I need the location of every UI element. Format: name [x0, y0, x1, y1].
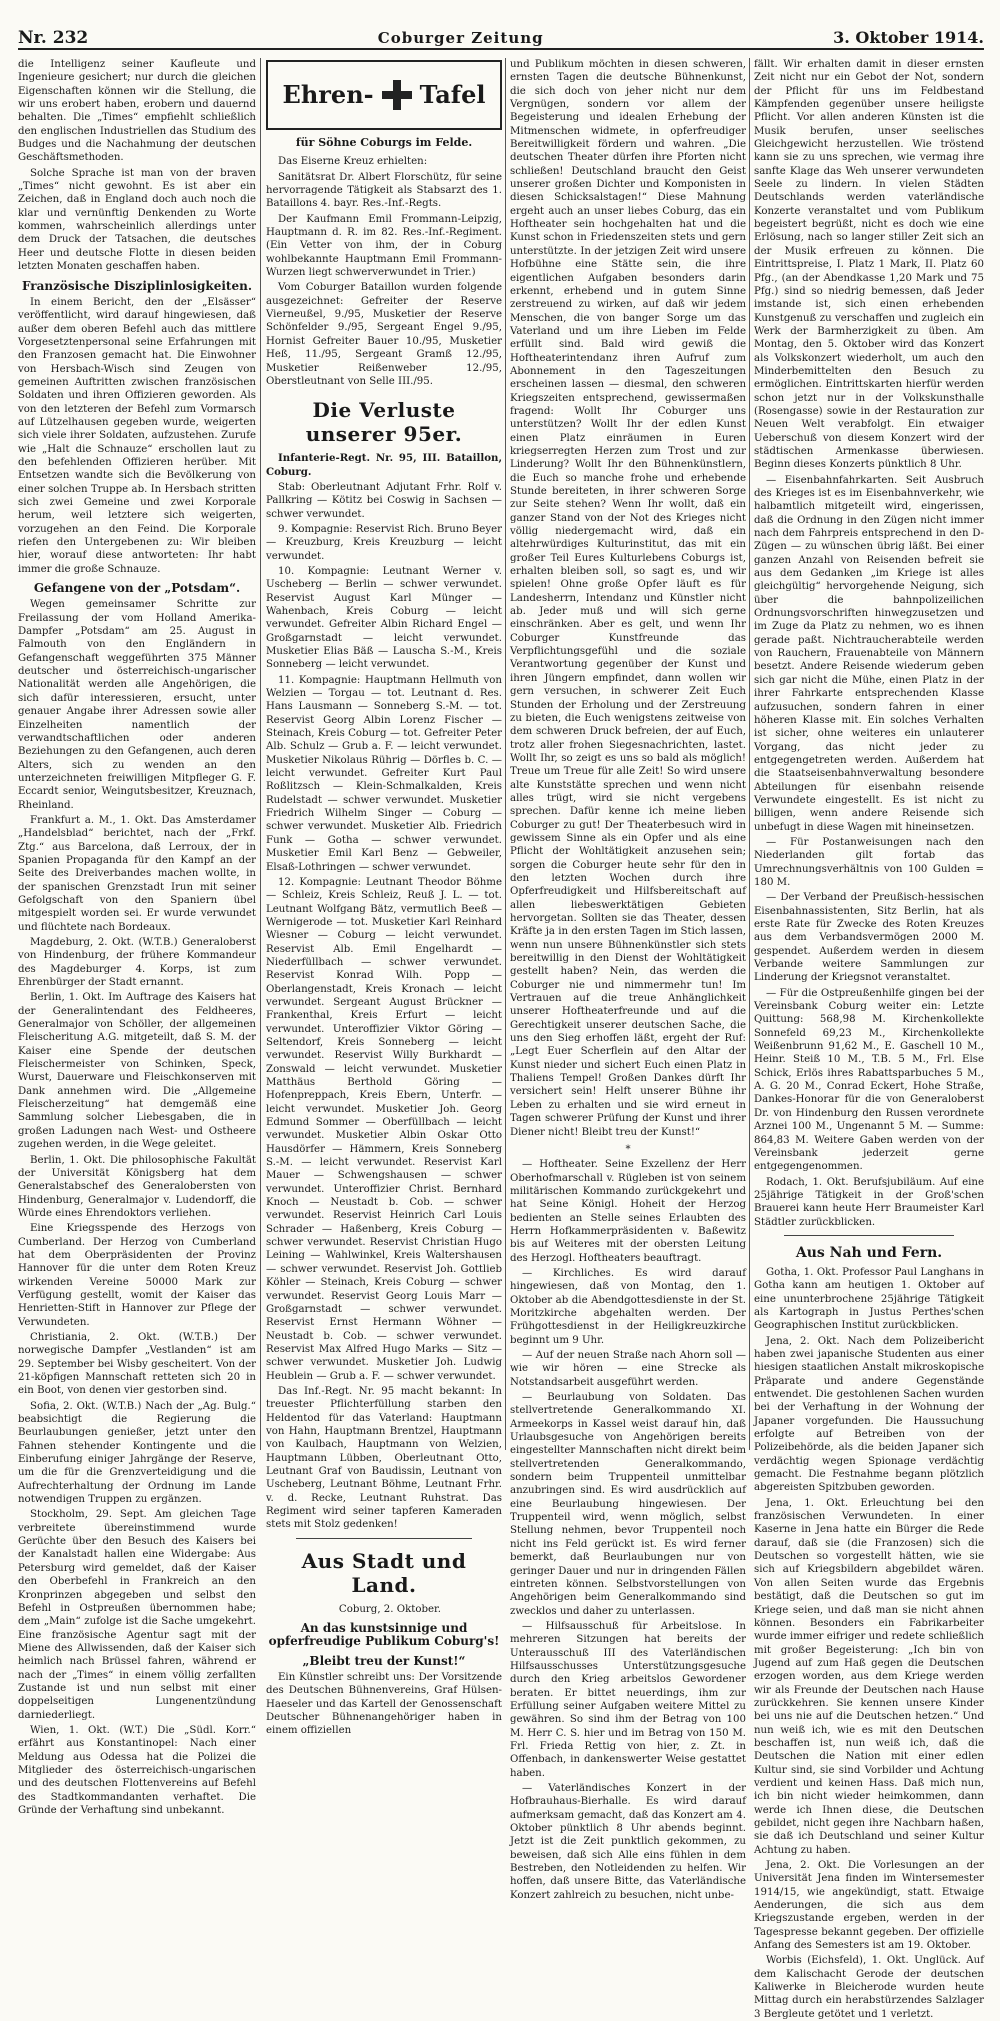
section-heading: Französische Disziplinlosigkeiten. — [21, 278, 253, 293]
issue-date: 3. Oktober 1914. — [833, 28, 984, 47]
local-news: — Auf der neuen Straße nach Ahorn soll — wie wir hören — eine Strecke als Notstandsarbeit ausgeführt werden. — [510, 1350, 746, 1388]
news-item: Jena, 2. Okt. Nach dem Polizeibericht haben zwei japanische Studenten aus einer hiesigen staatlichen Anstalt mikroskopische Präparate und andere Gegenstände entwendet. Die gestohlenen Sachen wurden bei der Verhaftung in der Wohnung der Japaner vorgefunden. Die Haussuchung erfolgte auf Betreiben von der Polizeibehörde, als die beiden Japaner sich verdächtig wegen Spionage verdächtig gemacht. Die Festnahme begann plötzlich abgereisten Spitzbuben geworden. — [754, 1335, 984, 1494]
news-item: Frankfurt a. M., 1. Okt. Das Amsterdamer „Handelsblad“ berichtet, nach der „Frkf. Ztg.“ aus Barcelona, daß Lerroux, der in Spanien Propaganda für den Kampf an der Seite des Dreiverbandes machen wollte, in der spanischen Grenzstadt Irun mit seiner Gefolgschaft von den Spaniern übel mitgespielt worden sei. Er wurde verwundet und flüchtete nach Bordeaux. — [18, 814, 256, 933]
dateline: Coburg, 2. Oktober. — [338, 1603, 442, 1615]
divider — [784, 1235, 954, 1236]
news-item: Worbis (Eichsfeld), 1. Okt. Unglück. Auf dem Kalischacht Gerode der deutschen Kaliwerke in Bleicherode wurden heute Mittag durch ein herabstürzendes Salzlager 3 Bergleute getötet und 1 verletzt. — [754, 1955, 984, 2020]
casualty-list: 12. Kompagnie: Leutnant Theodor Böhme — Schleiz, Kreis Schleiz, Reuß J. L. — tot. Leutnant Wolfgang Bätz, vermutlich Beeß — Wernigerode — tot. Musketier Karl Reinhard Wiesner — Coburg — leicht verwundet. Reservist Alb. Emil Engelhardt — Niederfüllbach — schwer verwundet. Reservist Konrad Wilh. Popp — Oberlangenstadt, Kreis Kronach — leicht verwundet. Sergeant August Brückner — Frankenthal, Kreis Erfurt — leicht verwundet. Unteroffizier Viktor Göring — Seltendorf, Kreis Sonneberg — leicht verwundet. Reservist Willy Burkhardt — Zonswald — leicht verwundet. Musketier Matthäus Berthold Göring — Hofenpreppach, Kreis Ebern, Unterfr. — leicht verwundet. Musketier Joh. Georg Edmund Sommer — Oberfüllbach — leicht verwundet. Musketier Albin Oskar Otto Hausdörfer — Hämmern, Kreis Sonneberg S.-M. — leicht verwundet. Reservist Karl Mauer — Schwengshausen — schwer verwundet. Unteroffizier Christ. Bernhard Knoch — Neustadt b. Cob. — schwer verwundet. Reservist Heinrich Carl Louis Schrader — Haßenberg, Kreis Coburg — schwer verwundet. Reservist Christian Hugo Leining — Wahlwinkel, Kreis Waltershausen — schwer verwundet. Reservist Joh. Gottlieb Köhler — Steinach, Kreis Coburg — schwer verwundet. Reservist Georg Louis Marr — Großgarnstadt — schwer verwundet. Reservist Ernst Hermann Wöhner — Neustadt b. Cob. — schwer verwundet. Reservist Max Alfred Hugo Marks — Sitz — schwer verwundet. Musketier Joh. Ludwig Heublein — Grub a. F. — schwer verwundet. — [266, 876, 502, 1382]
news-item: Gotha, 1. Okt. Professor Paul Langhans in Gotha kann am heutigen 1. Oktober auf eine ununterbrochene 25jährige Tätigkeit als Kartograph in Justus Perthes'schen Geographischen Institut zurückblicken. — [754, 1266, 984, 1332]
news-item: Stockholm, 29. Sept. Am gleichen Tage verbreitete übereinstimmend wurde Gerüchte über den Besuch des Kaisers bei der Kanalstadt hallen eine Widergabe: Aus Petersburg wird gemeldet, daß der Kaiser den Oberbefehl in Frankreich an den Kronprinzen abgegeben und selbst den Befehl in Ostpreußen übernommen habe; dem „Main“ zufolge ist die Sache umgekehrt. Eine französische Agentur sagt mit der Miene des Allwissenden, daß der Kaiser sich heimlich nach Brüssel fahren, während er nach der „Times“ in einem völlig zerfallten Zustande ist und nun selbst mit einer doppelseitigen Lungenentzündung darniederliegt. — [18, 1509, 256, 1721]
article-paragraph: fällt. Wir erhalten damit in dieser ernsten Zeit nicht nur ein Gebot der Not, sondern der Pflicht für uns im Feldbestand Kämpfenden gegenüber unsere heiligste Pflicht. Vor allen anderen Künsten ist die Musik berufen, unser seelisches Gleichgewicht herzustellen. Wie tröstend kann sie zu uns sprechen, wie vermag ihre sanfte Klage das Weh unserer verwundeten Seele zu lindern. In vielen Städten Deutschlands werden vaterländische Konzerte veranstaltet und vom Publikum begeistert begrüßt, nicht es doch wie eine Erlösung, nach so langer stiller Zeit sich an der Musik erfreuen zu können. Die Eintrittspreise, I. Platz 1 Mark, II. Platz 60 Pfg., (an der Abendkasse 1,20 Mark und 75 Pfg.) sind so niedrig bemessen, daß Jeder imstande ist, sich einen erhebenden Kunstgenuß zu verschaffen und zugleich ein Werk der Barmherzigkeit zu üben. Am Montag, den 5. Oktober wird das Konzert als Volkskonzert wiederholt, um auch den Minderbemittelten den Besuch zu ermöglichen. Eintrittskarten hierfür werden schon jetzt nur in der Volkskunsthalle (Rosengasse) sowie in der Restauration zur Neuen Welt verabfolgt. Ein etwaiger Ueberschuß von diesem Konzert wird der städtischen Armenkasse überwiesen. Beginn dieses Konzerts pünktlich 8 Uhr. — [754, 59, 984, 471]
news-item: Eine Kriegsspende des Herzogs von Cumberland. Der Herzog von Cumberland hat dem Oberpräsidenten der Provinz Hannover für die unter dem Roten Kreuz wirkenden Vereine 50000 Mark zur Verfügung gestellt, womit der Kaiser das Henrietten-Stift in Hannover zur Pflege der Verwundeten. — [18, 1223, 256, 1328]
article-paragraph: Wegen gemeinsamer Schritte zur Freilassung der vom Holland Amerika-Dampfer „Potsdam“ am 25. August in Falmouth von den Engländern in Gefangenschaft weggeführten 375 Männer deutscher und österreichisch-ungarischer Nationalität werden alle Angehörigen, die sich dafür interessieren, ersucht, unter genauer Angabe ihrer Adressen sowie aller Einzelheiten namentlich der verwandtschaftlichen oder anderen Beziehungen zu den Gefangenen, auch deren Alters, sich zu wenden an den unterzeichneten freiwilligen Mitpfleger G. F. Eccardt senior, Weingutsbesitzer, Kreuznach, Rheinland. — [18, 599, 256, 811]
article-paragraph: Infanterie-Regt. Nr. 95, III. Bataillon, Coburg. — [266, 452, 502, 478]
local-news: — Hilfsausschuß für Arbeitslose. In mehreren Sitzungen hat bereits der Unterausschuß III des Vaterländischen Hilfsausschusses Unterstützungsgesuche durch den Krieg arbeitslos Gewordener beraten. Er bittet neuerdings, ihm zur Erfüllung seiner Aufgaben weitere Mittel zu gewähren. So sind ihm der Betrag von 100 M. Herr C. S. hier und im Betrag von 150 M. Frl. Frieda Rettig von hier, z. Zt. in Offenbach, in dankenswerter Weise gestattet haben. — [510, 1620, 746, 1779]
article-paragraph: Das Inf.-Regt. Nr. 95 macht bekannt: In treuester Pflichterfüllung starben den Heldentod für das Vaterland: Hauptmann von Hahn, Hauptmann Brentzel, Hauptmann von Kaulbach, Hauptmann von Welzien, Hauptmann Lübben, Oberleutnant Otto, Leutnant Graf von Baudissin, Leutnant von Uscheberg, Leutnant Böhme, Leutnant Frhr. v. d. Recke, Leutnant Ruhstrat. Das Regiment wird seiner tapferen Kameraden stets mit Stolz gedenken! — [266, 1385, 502, 1531]
section-heading: Gefangene von der „Potsdam“. — [33, 581, 241, 596]
section-heading: Aus Nah und Fern. — [795, 1244, 943, 1261]
article-paragraph: In einem Bericht, den der „Elsässer“ veröffentlicht, wird darauf hingewiesen, daß außer dem oberen Befehl auch das mittlere Vorgesetztenpersonal seine Erfahrungen mit den Franzosen gemacht hat. Die Einwohner von Hersbach-Wisch sind Zeugen von gemeinen Auftritten zwischen französischen Soldaten und ihren Offizieren geworden. Als von den letzteren der Befehl zum Vormarsch auf Lützelhausen gegeben wurde, weigerten sich viele ihrer Soldaten, aufzustehen. Zurufe wie „Halt die Schnauze“ erschollen laut zu den befehlenden Offizieren herüber. Mit Entsetzen wandte sich die Bevölkerung von einer solchen Truppe ab. In Hersbach stritten sich zwei Gemeine und zwei Korporale herum, weil letztere sich weigerten, vorzugehen an den Feind. Die Korporale riefen den Untergebenen zu: Wir bleiben hier, worauf diese antworteten: Ihr habt immer die große Schnauze. — [18, 296, 256, 575]
newspaper-title: Coburger Zeitung — [377, 29, 544, 47]
column-3 — [510, 58, 746, 1901]
news-item: Magdeburg, 2. Okt. (W.T.B.) Generaloberst von Hindenburg, der frühere Kommandeur des Magdeburger 4. Korps, ist zum Ehrenbürger der Stadt ernannt. — [18, 937, 256, 989]
sub-heading: „Bleibt treu der Kunst!“ — [302, 1653, 466, 1668]
column-4 — [754, 58, 984, 2020]
casualty-list: 10. Kompagnie: Leutnant Werner v. Uscheberg — Berlin — schwer verwundet. Reservist August Karl Münger — Wahenbach, Kreis Coburg — leicht verwundet. Gefreiter Albin Richard Engel — Großgarnstadt — leicht verwundet. Musketier Elias Bäß — Lauscha S.-M., Kreis Sonneberg — leicht verwundet. — [266, 565, 502, 671]
section-heading: Die Verluste unserer 95er. — [305, 398, 463, 447]
article-paragraph: Ein Künstler schreibt uns: Der Vorsitzende des Deutschen Bühnenvereins, Graf Hülsen-Haeseler und das Kartell der Genossenschaft Deutscher Bühnenangehöriger haben in einem offiziellen — [266, 1672, 502, 1737]
local-news: — Kirchliches. Es wird darauf hingewiesen, daß von Montag, den 1. Oktober ab die Abendgottesdienste in der St. Moritzkirche abgehalten werden. Der Frühgottesdienst in der Heiligkreuzkirche beginnt um 9 Uhr. — [510, 1267, 746, 1346]
news-item: Berlin, 1. Okt. Im Auftrage des Kaisers hat der Generalintendant des Feldheeres, Generalmajor von Schöller, der allgemeinen Fleischeritung A.G. mitgeteilt, daß S. M. der Kaiser eine Spende der deutschen Fleischermeister von Schinken, Speck, Wurst, Dauerware und Fleischkonserven mit Dank annehmen wird. Die „Allgemeine Fleischerzeitung“ hat demgemäß eine Sammlung solcher Liebesgaben, die in großen Ladungen nach West- und Ostheere zugehen werden, in die Wege geleitet. — [18, 992, 256, 1151]
local-news: — Für Postanweisungen nach den Niederlanden gilt fortab das Umrechnungsverhältnis von 100 Gulden = 180 M. — [754, 836, 984, 888]
separator-star-icon: * — [625, 1143, 631, 1155]
column-1 — [18, 58, 256, 1816]
article-paragraph: Sanitätsrat Dr. Albert Florschütz, für seine hervorragende Tätigkeit als Stabsarzt des 1. Bataillons 4. bayr. Res.-Inf.-Regts. — [266, 171, 502, 210]
column-rule — [260, 58, 261, 1450]
news-item: Sofia, 2. Okt. (W.T.B.) Nach der „Ag. Bulg.“ beabsichtigt die Regierung die Beurlaubungen genießer, jetzt unter den Fahnen stehender Kontingente und die Einberufung einiger Jahrgänge der Reserve, um die für die Grenzverteidigung und die Aufrechterhaltung der Ordnung im Lande notwendigen Truppen zu ergänzen. — [18, 1400, 256, 1506]
ehren-title-left: Ehren- — [282, 80, 374, 110]
article-paragraph: und Publikum möchten in diesen schweren, ernsten Tagen die deutsche Bühnenkunst, die sich doch von jeher nicht nur dem Vergnügen, sondern vor allem der Begeisterung und idealen Erhebung der Mitmenschen widmete, in opferfreudiger Bereitwilligkeit fördern und wahren. „Die deutschen Theater dürfen ihre Pforten nicht schließen! Deutschland braucht den Geist unserer großen Dichter und Komponisten in diesen Schicksalstagen!“ Diese Mahnung ergeht auch an unser liebes Coburg, das ein Hoftheater sein hochgehalten hat und die Kunst schon in Friedenszeiten stets und gern unterstützte. In der jetzigen Zeit wird unsere Hofbühne eine Stätte sein, die ihre eigentlichen Aufgaben besonders darin erkennt, erhebend und in gutem Sinne zerstreuend zu wirken, auf daß wir jedem Menschen, die von banger Sorge um das Vaterland und um ihre Lieben im Felde erfüllt sind. Bald wird gewiß die Hoftheaterintendanz ihren Aufruf zum Abonnement in den Tageszeitungen erscheinen lassen — diesmal, den schweren Kriegszeiten entsprechend, gewissermaßen fragend: Wollt Ihr Coburger uns unterstützen? Wollt Ihr der edlen Kunst einen Platz einräumen in Euren kriegserregten Herzen zum Trost und zur Linderung? Wollt Ihr den Bühnenkünstlern, die Euch so manche frohe und erhebende Stunde bereiteten, in ihrer schweren Sorge zur Seite stehen? Wenn Ihr wollt, daß ein ganzer Stand von der Not des Krieges nicht völlig niedergemacht wird, daß ein altehrwürdiges Kulturinstitut, das mit ein großer Teil Eures Kulturlebens Coburgs ist, erhalten bleiben soll, so sagt es, und wir spielen! Ohne große Opfer läuft es für Landesherrn, Intendanz und Künstler nicht ab. Jeder muß und will sich gerne einschränken. Aber es gelt, und wenn Ihr Coburger Kunstfreunde das Verpflichtungsgefühl und die soziale Verantwortung gegenüber der Kunst und ihren Jüngern empfindet, dann wollen wir gern versuchen, in schwerer Zeit Euch Stunden der Erholung und der Zerstreuung zu bieten, die Euch wenigstens zeitweise von dem schweren Druck befreien, der auf Euch, trotz aller frohen Siegesnachrichten, lastet. Wollt Ihr, so zeigt es uns so bald als möglich! Treue um Treue für alle Zeit! So wird unsere alte Kunststätte sprechen und wenn nicht alles trügt, wird sie nicht vergebens sprechen. Dafür kenne ich meine lieben Coburger zu gut! Der Theaterbesuch wird in gewissem Sinne als ein Opfer und als eine Pflicht der Wohltätigkeit anzusehen sein; sorgen die Coburger heute sehr für den in den letzten Wochen durch ihre Opferfreudigkeit und Hilfsbereitschaft auf allen liebeswerktätigen Gebieten hervorgetan. Sollten sie das Theater, dessen Kräfte ja in den ersten Tagen im Stich lassen, wenn nun unsere Bühnenkünstler sich stets bereitwillig in den Dienst der Wohltätigkeit gestellt haben? Nein, das werden die Coburger nie und nimmermehr tun! Im Vertrauen auf die treue Anhänglichkeit unserer Hoftheaterfreunde und auf die Gerechtigkeit unserer deutschen Sache, die uns den Sieg erhoffen läßt, ergeht der Ruf: „Legt Euer Scherflein auf den Altar der Kunst nieder und sichert Euch einen Platz in Thaliens Tempel! Großen Dankes dürft Ihr versichert sein! Helft unserer Bühne ihr Leben zu erhalten und sie wird erneut in Tagen schwerer Prüfung der Kunst und ihrer Diener nicht! Bleibt treu der Kunst!“ — [510, 59, 746, 1138]
column-rule — [749, 58, 750, 1450]
column-2 — [266, 58, 502, 1737]
article-paragraph: Solche Sprache ist man von der braven „Times“ nicht gewohnt. Es ist aber ein Zeichen, daß in England doch auch noch die klar und vernünftig Denkenden zu Worte kommen, wahrscheinlich allerdings unter dem Druck der Tatsachen, die deutsches Heer und deutsche Flotte in diesen beiden letzten Monaten geschaffen haben. — [18, 167, 256, 273]
article-paragraph: Der Kaufmann Emil Frommann-Leipzig, Hauptmann d. R. im 82. Res.-Inf.-Regiment. (Ein Vetter von ihm, der in Coburg wohlbekannte Hauptmann Emil Frommann-Wurzen liegt schwerverwundet in Trier.) — [266, 213, 502, 279]
local-news: — Beurlaubung von Soldaten. Das stellvertretende Generalkommando XI. Armeekorps in Kassel weist darauf hin, daß Urlaubsgesuche von Angehörigen bereits eingestellter Mannschaften nicht direkt beim stellvertretenden Generalkommando, sondern beim Truppenteil unmittelbar anzubringen sind. Es wird ausdrücklich auf eine Beurlaubung hingewiesen. Der Truppenteil wird, wenn möglich, selbst Stellung nehmen, bevor Truppenteil noch nicht ins Feld gerückt ist. Es wird ferner bemerkt, daß Beurlaubungen nur von geringer Dauer und nur in dringenden Fällen eintreten können. Selbstvorstellungen von Angehörigen beim Generalkommando sind zwecklos und daher zu unterlassen. — [510, 1392, 746, 1617]
local-news: — Vaterländisches Konzert in der Hofbrauhaus-Bierhalle. Es wird darauf aufmerksam gemacht, daß das Konzert am 4. Oktober pünktlich 8 Uhr abends beginnt. Jetzt ist die Zeit punktlich gekommen, zu beweisen, daß sich Alle eins fühlen in dem Bestreben, den Notleidenden zu helfen. Wir hoffen, daß unsere Bitte, das Vaterländische Konzert zahlreich zu besuchen, nicht unbe- — [510, 1783, 746, 1901]
casualty-list: 9. Kompagnie: Reservist Rich. Bruno Beyer — Kreuzburg, Kreis Kreuzburg — leicht verwundet. — [266, 523, 502, 562]
article-paragraph: Das Eiserne Kreuz erhielten: — [278, 156, 428, 168]
masthead — [18, 28, 984, 50]
iron-cross-icon — [382, 80, 412, 110]
sub-heading: An das kunstsinnige und opferfreudige Publikum Coburg's! — [268, 1621, 500, 1649]
news-item: Berlin, 1. Okt. Die philosophische Fakultät der Universität Königsberg hat dem Generalstabschef des Generalobersten von Hindenburg, Generalmajor v. Ludendorff, die Würde eines Ehrendoktors verliehen. — [18, 1154, 256, 1219]
article-paragraph: die Intelligenz seiner Kaufleute und Ingenieure gesichert; nur durch die gleichen Eigenschaften können wir die Stellung, die wir uns erobert haben, erobern und dauernd behalten. Die „Times“ empfiehlt schließlich den englischen Industriellen das Studium des Budges und die Nachahmung der deutschen Geschäftsmethoden. — [18, 59, 256, 164]
divider — [296, 1538, 472, 1539]
news-item: Wien, 1. Okt. (W.T.) Die „Südl. Korr.“ erfährt aus Konstantinopel: Nach einer Meldung aus Odessa hat die Polizei die Mitglieder des österreichisch-ungarischen und des deutschen Flottenvereins auf Befehl des Stadtkommandanten verhaftet. Die Gründe der Verhaftung sind unbekannt. — [18, 1724, 256, 1816]
news-item: Jena, 1. Okt. Erleuchtung bei den französischen Verwundeten. In einer Kaserne in Jena hatte ein Bürger die Rede darauf, daß sie (die Franzosen) sich die Deutschen so vorgestellt hätten, wie sie sich auf Kriegsbildern abgebildet wären. Von allen Seiten wurde das Ergebnis bestätigt, daß die Deutschen so gut im Kriege seien, und daß man sie nicht ahnen können. Besonders ein Fabrikarbeiter wurde immer eifriger und redete schließlich mit großer Begeisterung: „Ich bin von Jugend auf zum Haß gegen die Deutschen erzogen worden, aus dem Kriege werden wir als Freunde der Deutschen nach Hause zurückkehren. Sie kennen unsere Kinder bei uns nie auf die Deutschen hetzen.“ Und nun weiß ich, wie es mit den Deutschen beschaffen ist, nun weiß ich, daß die Deutschen die Nation mit einer edlen Kultur sind, sie sind Vorbilder und Achtung verdient und keinen Hass. Daß mich nun, ich bin nicht wieder heimkommen, dann werde ich Ihnen diese, die Deutschen gebildet, nicht gegen ihre Nachbarn haßen, sie daß ich Deutschland und seiner Kultur Achtung zu haben. — [754, 1497, 984, 1856]
local-news: — Hoftheater. Seine Exzellenz der Herr Oberhofmarschall v. Rügleben ist von seinem militärischen Kommando zurückgekehrt und hat Seine Königl. Hoheit der Herzog bedienten an Stelle seines Erlaubten des Herrn Hofkammerpräsidenten v. Baßewitz bis auf Weiteres mit der obersten Leitung des Herzogl. Hoftheaters beauftragt. — [510, 1159, 746, 1264]
local-news: — Eisenbahnfahrkarten. Seit Ausbruch des Krieges ist es im Eisenbahnverkehr, wie halbamtlich mitgeteilt wird, eingerissen, daß die Ordnung in den Zügen nicht immer nach dem Fahrpreis entsprechend in den D-Zügen — zu wünschen übrig läßt. Bei einer ganzen Anzahl von Reisenden befreit sie aus dem Gedanken „im Kriege ist alles gleichgültig“ hervorgehende Neigung, sich über die bahnpolizeilichen Ordnungsvorschriften hinwegzusetzen und im Zuge da Platz zu nehmen, wo es ihnen gerade paßt. Nichtraucherabteile werden von Rauchern, Frauenabteile von Männern besetzt. Andere Reisende wiederum geben sich gar nicht die Mühe, einen Platz in der ihrer Fahrkarte entsprechenden Klasse aufzusuchen, sondern fahren in einer höheren Klasse mit. Ein solches Verhalten ist sicher, ohne weiteres ein unlauterer Vorgang, das nicht jeder zu entgegengetreten werden. Außerdem hat die Staatseisenbahnverwaltung besondere Abteilungen für eisenbahn reisende Verwundete eingestellt. Es ist nicht zu billigen, wenn andere Reisende sich unbefugt in diese Wagen mit hineinsetzen. — [754, 474, 984, 833]
local-news: — Der Verband der Preußisch-hessischen Eisenbahnassistenten, Sitz Berlin, hat als erste Rate für Zwecke des Roten Kreuzes aus dem Verbandsvermögen 2000 M. gespendet. Außerdem werden in diesem Verbande weitere Sammlungen zur Linderung der Kriegsnot veranstaltet. — [754, 892, 984, 984]
column-rule — [505, 58, 506, 1450]
local-news: Rodach, 1. Okt. Berufsjubiläum. Auf eine 25jährige Tätigkeit in der Groß'schen Brauerei kann heute Herr Braumeister Karl Städtler zurückblicken. — [754, 1176, 984, 1228]
ehren-tafel-box — [266, 60, 502, 130]
section-heading: Aus Stadt und Land. — [301, 1548, 467, 1597]
ehren-subtitle: für Söhne Coburgs im Felde. — [295, 136, 473, 149]
news-item: Jena, 2. Okt. Die Vorlesungen an der Universität Jena finden im Wintersemester 1914/15, wie angekündigt, statt. Etwaige Aenderungen, die sich aus dem Kriegszustande ergeben, werden in der Tagespresse bekannt gegeben. Der offizielle Anfang des Semesters ist am 19. Oktober. — [754, 1860, 984, 1952]
casualty-list: Stab: Oberleutnant Adjutant Frhr. Rolf v. Pallkring — Kötitz bei Coswig in Sachsen — schwer verwundet. — [266, 481, 502, 520]
issue-number: Nr. 232 — [18, 28, 89, 48]
local-news: — Für die Ostpreußenhilfe gingen bei der Vereinsbank Coburg weiter ein: Letzte Quittung: 568,98 M. Kirchenkollekte Sonnefeld 69,23 M., Kirchenkollekte Weißenbrunn 91,62 M., E. Gaschell 10 M., Heinr. Steiß 10 M., T.B. 5 M., Frl. Else Schick, Erlös ihres Rabattsparbuches 5 M., A. G. 20 M., Conrad Eckert, Hohe Straße, Dankes-Honorar für die von Generaloberst Dr. von Hindenburg den Russen verordnete Arznei 100 M., Ungenannt 5 M. — Summe: 864,83 M. Weitere Gaben werden von der Vereinsbank jederzeit gerne entgegengenommen. — [754, 987, 984, 1173]
news-item: Christiania, 2. Okt. (W.T.B.) Der norwegische Dampfer „Vestlanden“ ist am 29. September bei Wisby gescheitert. Von der 21-köpfigen Mannschaft retteten sich 20 in ein Boot, von denen vier gestorben sind. — [18, 1331, 256, 1397]
casualty-list: 11. Kompagnie: Hauptmann Hellmuth von Welzien — Torgau — tot. Leutnant d. Res. Hans Lausmann — Sonneberg S.-M. — tot. Reservist Georg Albin Lorenz Fischer — Steinach, Kreis Coburg — tot. Gefreiter Peter Alb. Schulz — Grub a. F. — leicht verwundet. Musketier Nikolaus Rührig — Dörfles b. C. — leicht verwundet. Gefreiter Kurt Paul Roßlitzsch — Klein-Schmalkalden, Kreis Rudelstadt — schwer verwundet. Musketier Friedrich Wilhelm Singer — Coburg — schwer verwundet. Musketier Alb. Friedrich Funk — Gotha — schwer verwundet. Musketier Emil Karl Benz — Gebweiler, Elsaß-Lothringen — schwer verwundet. — [266, 674, 502, 873]
article-paragraph: Vom Coburger Bataillon wurden folgende ausgezeichnet: Gefreiter der Reserve Vierneußel, 9./95, Musketier der Reserve Schönfelder 9./95, Sergeant Engel 9./95, Hornist Gefreiter Bauer 10./95, Musketier Heß, 11./95, Sergeant Gramß 12./95, Musketier Reißenweber 12./95, Oberstleutnant von Selle III./95. — [266, 282, 502, 387]
ehren-title-right: Tafel — [419, 80, 486, 110]
